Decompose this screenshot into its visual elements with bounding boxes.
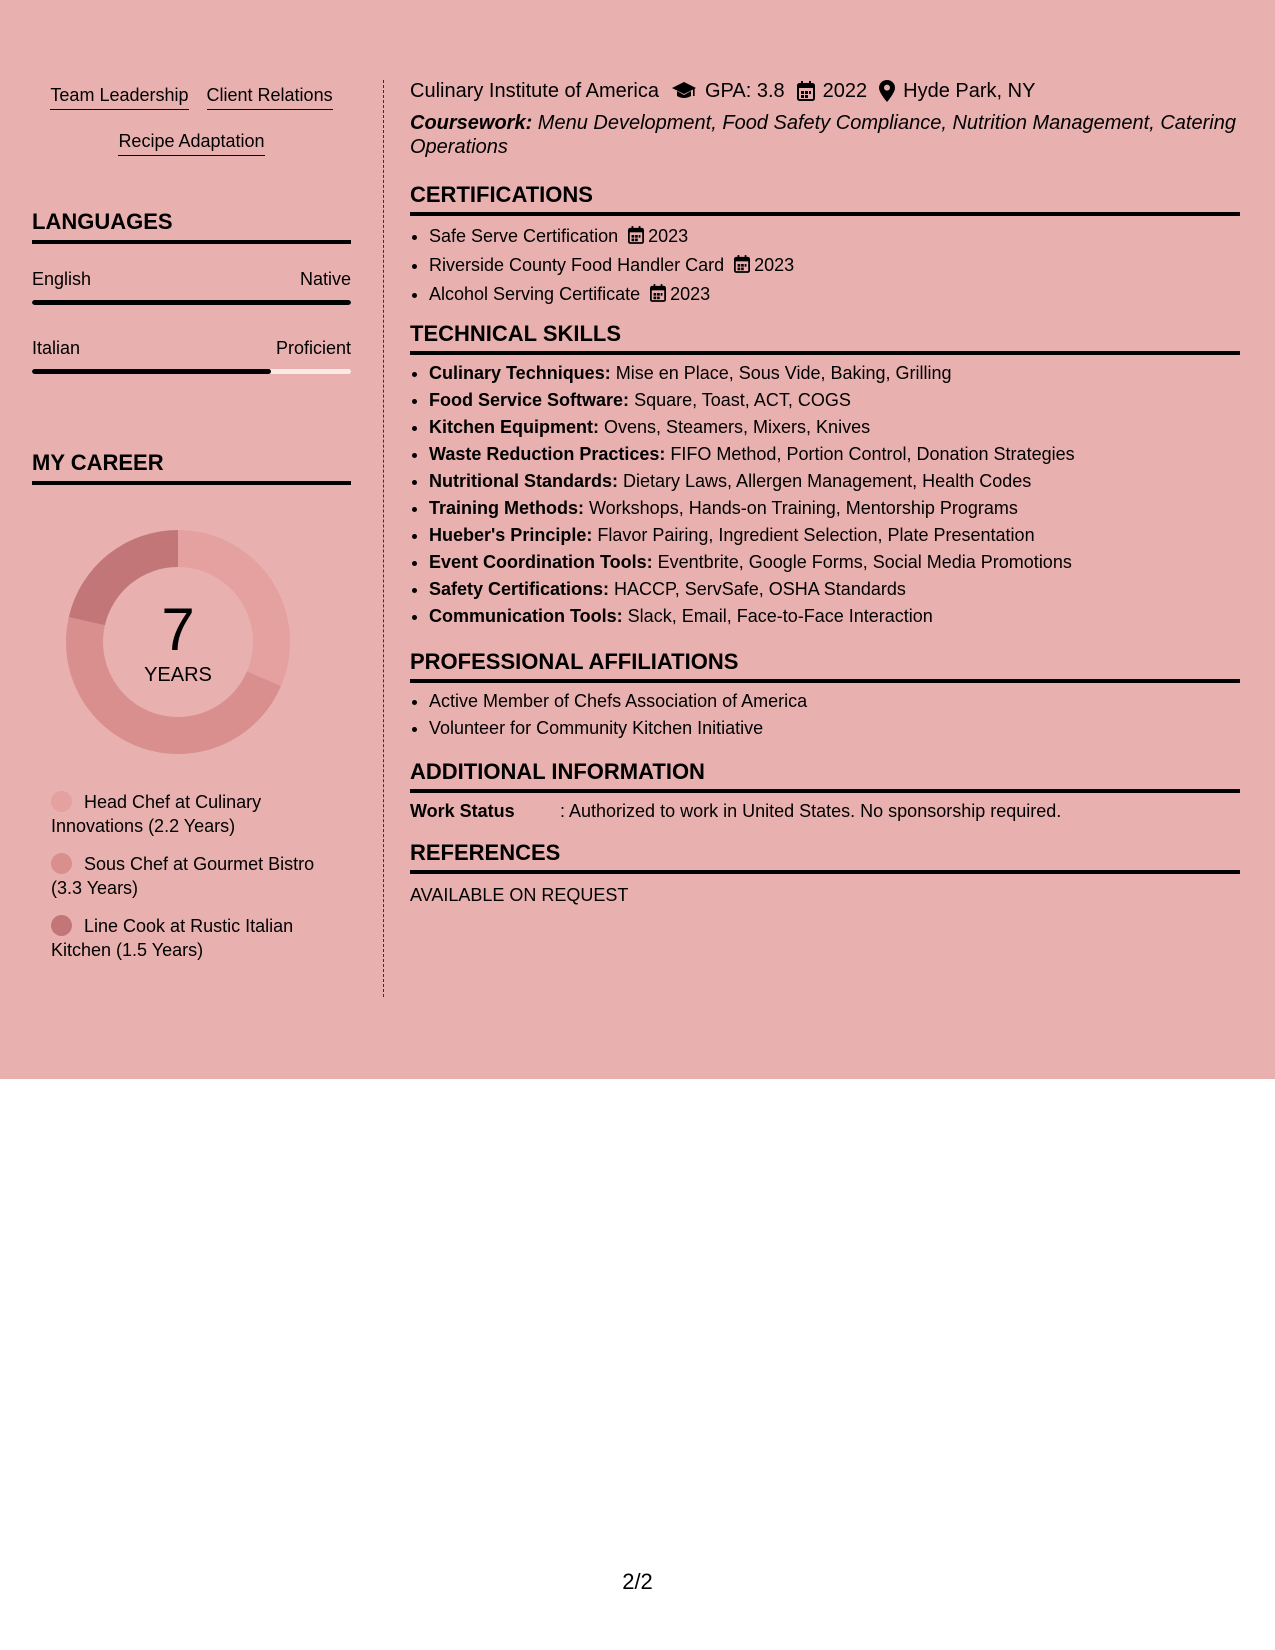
calendar-icon xyxy=(628,225,644,252)
work-status-label: Work Status xyxy=(410,801,515,821)
skill-category: Kitchen Equipment: xyxy=(429,417,599,437)
coursework-list: Menu Development, Food Safety Compliance, Nutrition Management, Catering Operations xyxy=(410,112,1236,158)
skill-values: Square, Toast, ACT, COGS xyxy=(629,390,851,410)
list-item xyxy=(429,603,1239,630)
graduation-year: 2022 xyxy=(822,80,868,102)
list-item: • Volunteer for Community Kitchen Initiative xyxy=(429,715,1239,742)
career-years-label: YEARS xyxy=(144,664,212,686)
school-name: Culinary Institute of America xyxy=(410,80,659,102)
skill-category: Event Coordination Tools: xyxy=(429,552,653,572)
skill-values: Slack, Email, Face-to-Face Interaction xyxy=(622,606,933,626)
skill-values: Ovens, Steamers, Mixers, Knives xyxy=(599,417,871,437)
calendar-icon xyxy=(734,254,750,281)
list-item xyxy=(429,522,1239,549)
skill-values: Workshops, Hands-on Training, Mentorship Programs xyxy=(584,498,1018,518)
calendar-icon xyxy=(797,81,815,101)
certification-name: Riverside County Food Handler Card xyxy=(429,255,725,275)
legend-dot xyxy=(51,915,72,936)
skill-category: Culinary Techniques: xyxy=(429,363,611,383)
list-item xyxy=(429,281,1239,310)
legend-label: Head Chef at Culinary Innovations (2.2 Years) xyxy=(51,792,262,836)
map-pin-icon xyxy=(879,80,895,102)
skill-category: Waste Reduction Practices: xyxy=(429,444,666,464)
skill-values: FIFO Method, Portion Control, Donation Strategies xyxy=(665,444,1075,464)
career-legend-item xyxy=(51,914,341,962)
page-number: 2/2 xyxy=(622,1569,653,1594)
certification-year: 2023 xyxy=(754,255,795,275)
language-level: Proficient xyxy=(275,338,351,358)
skill-values: Mise en Place, Sous Vide, Baking, Grilling xyxy=(610,363,952,383)
language-proficiency-fill xyxy=(32,300,351,305)
technical-skills-heading: TECHNICAL SKILLS xyxy=(410,320,1240,355)
legend-dot xyxy=(51,791,72,812)
calendar-icon xyxy=(650,283,666,310)
legend-label: Sous Chef at Gourmet Bistro (3.3 Years) xyxy=(51,854,315,898)
certification-year: 2023 xyxy=(670,284,711,304)
certification-name: Alcohol Serving Certificate xyxy=(429,284,641,304)
skill-category: Food Service Software: xyxy=(429,390,630,410)
gpa: GPA: 3.8 xyxy=(705,80,785,102)
language-proficiency-fill xyxy=(32,369,271,374)
skill-values: Flavor Pairing, Ingredient Selection, Plate Presentation xyxy=(592,525,1035,545)
affiliations-heading: PROFESSIONAL AFFILIATIONS xyxy=(410,648,1240,683)
list-item xyxy=(429,468,1239,495)
column-divider xyxy=(383,80,384,997)
school-location: Hyde Park, NY xyxy=(903,80,1036,102)
list-item xyxy=(429,414,1239,441)
skill-values: Dietary Laws, Allergen Management, Health Codes xyxy=(618,471,1032,491)
certifications-list xyxy=(429,223,1239,310)
skill-chips xyxy=(32,82,351,156)
skill-chip: Team Leadership xyxy=(50,82,188,110)
skill-chip: Recipe Adaptation xyxy=(118,128,264,156)
skill-chip: Client Relations xyxy=(207,82,333,110)
skill-category: Safety Certifications: xyxy=(429,579,610,599)
references-heading: REFERENCES xyxy=(410,839,1240,874)
affiliations-list xyxy=(429,688,1239,742)
certifications-heading: CERTIFICATIONS xyxy=(410,181,1240,216)
work-status xyxy=(410,798,1240,824)
list-item: • Active Member of Chefs Association of America xyxy=(429,688,1239,715)
certification-name: Safe Serve Certification xyxy=(429,226,619,246)
education-line xyxy=(410,78,1035,104)
language-name: Italian xyxy=(32,338,81,358)
career-heading: MY CAREER xyxy=(32,449,351,485)
work-status-value: : Authorized to work in United States. No sponsorship required. xyxy=(560,801,1062,821)
certification-year: 2023 xyxy=(648,226,689,246)
language-row xyxy=(32,266,351,292)
language-proficiency-bar xyxy=(32,369,351,374)
list-item xyxy=(429,549,1239,576)
skill-category: Nutritional Standards: xyxy=(429,471,619,491)
list-item xyxy=(429,252,1239,281)
skill-category: Training Methods: xyxy=(429,498,584,518)
languages-heading: LANGUAGES xyxy=(32,208,351,244)
skill-category: Hueber's Principle: xyxy=(429,525,593,545)
skill-values: HACCP, ServSafe, OSHA Standards xyxy=(609,579,906,599)
references-text: AVAILABLE ON REQUEST xyxy=(410,885,629,905)
list-item xyxy=(429,576,1239,603)
language-name: English xyxy=(32,269,92,289)
language-row xyxy=(32,335,351,361)
legend-dot xyxy=(51,853,72,874)
graduation-cap-icon xyxy=(671,81,697,101)
coursework-label: Coursework: xyxy=(410,112,533,134)
list-item xyxy=(429,223,1239,252)
career-legend-item xyxy=(51,852,341,900)
list-item xyxy=(429,441,1239,468)
career-total-years: 7 xyxy=(161,596,195,663)
list-item xyxy=(429,360,1239,387)
career-legend-item xyxy=(51,790,341,838)
language-proficiency-bar xyxy=(32,300,351,305)
list-item xyxy=(429,387,1239,414)
coursework xyxy=(410,111,1240,159)
skill-category: Communication Tools: xyxy=(429,606,623,626)
skill-values: Eventbrite, Google Forms, Social Media Promotions xyxy=(652,552,1072,572)
additional-info-heading: ADDITIONAL INFORMATION xyxy=(410,758,1240,793)
legend-label: Line Cook at Rustic Italian Kitchen (1.5 Years) xyxy=(51,916,294,960)
list-item xyxy=(429,495,1239,522)
language-level: Native xyxy=(299,269,351,289)
technical-skills-list xyxy=(429,360,1239,630)
